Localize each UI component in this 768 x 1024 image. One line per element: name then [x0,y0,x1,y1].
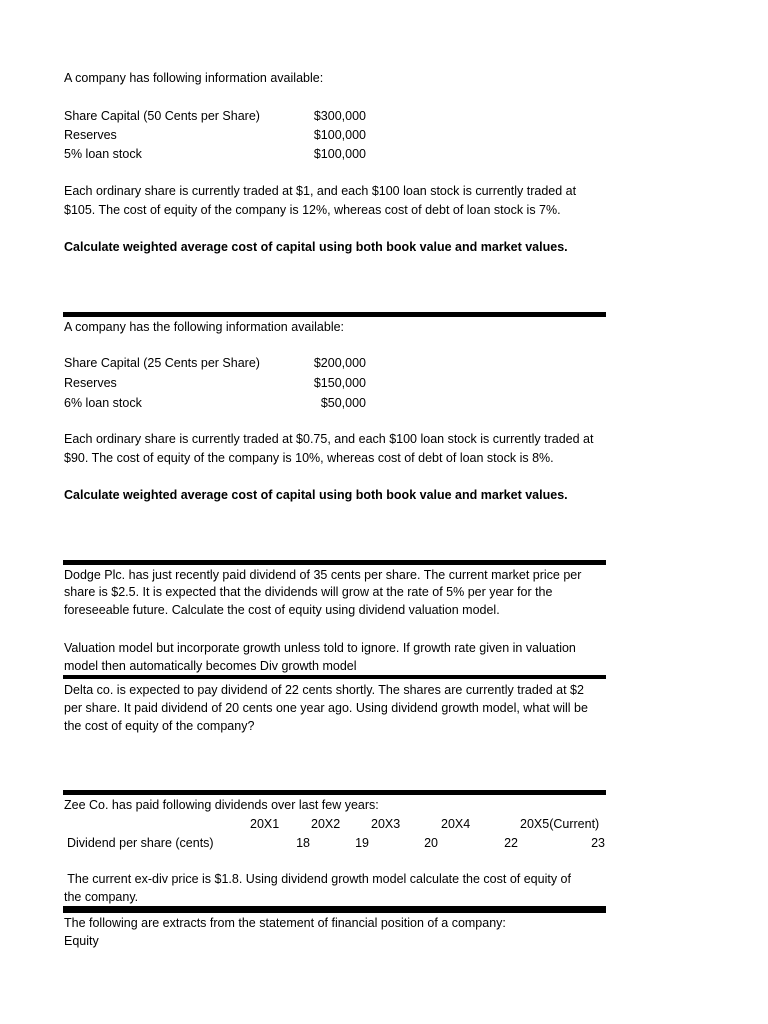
q1-item-label: Reserves [64,128,117,142]
dividend-value: 23 [591,836,605,850]
q3-note-line: Valuation model but incorporate growth unless told to ignore. If growth rate given in valuation [64,641,576,655]
q1-text-line: $105. The cost of equity of the company is 12%, whereas cost of debt of loan stock is 7%. [64,203,561,217]
q4-text-line: Delta co. is expected to pay dividend of 22 cents shortly. The shares are currently traded at $2 [64,683,584,697]
q2-text-line: Each ordinary share is currently traded at $0.75, and each $100 loan stock is currently traded at [64,432,594,446]
dividend-value: 18 [296,836,310,850]
q6-text-line: The following are extracts from the statement of financial position of a company: [64,916,506,930]
q2-item-label: 6% loan stock [64,396,142,410]
q1-item-label: Share Capital (50 Cents per Share) [64,109,260,123]
q2-text-line: $90. The cost of equity of the company is 10%, whereas cost of debt of loan stock is 8%. [64,451,554,465]
q3-note-line: model then automatically becomes Div growth model [64,659,357,673]
q4-text-line: per share. It paid dividend of 20 cents one year ago. Using dividend growth model, what will be [64,701,588,715]
q6-section-label: Equity [64,934,99,948]
section-divider [63,790,606,795]
dividend-value: 22 [504,836,518,850]
q2-intro: A company has the following information available: [64,320,345,334]
q3-text-line: foreseeable future. Calculate the cost of equity using dividend valuation model. [64,603,500,617]
year-header: 20X2 [311,817,341,831]
q3-text-line: share is $2.5. It is expected that the dividends will grow at the rate of 5% per year for the [64,585,553,599]
q2-item-amount: $50,000 [320,396,366,410]
section-divider [63,675,606,679]
q1-text-line: Each ordinary share is currently traded at $1, and each $100 loan stock is currently traded at [64,184,577,198]
q1-item-label: 5% loan stock [64,147,142,161]
dividend-row-label: Dividend per share (cents) [67,836,214,850]
q1-item-amount: $100,000 [313,128,366,142]
q2-item-amount: $200,000 [313,356,366,370]
section-divider [63,560,606,565]
q2-item-label: Reserves [64,376,117,390]
q5-intro: Zee Co. has paid following dividends over last few years: [64,798,379,812]
q1-item-amount: $300,000 [313,109,366,123]
q3-text-line: Dodge Plc. has just recently paid dividend of 35 cents per share. The current market price per [64,568,582,582]
q2-task: Calculate weighted average cost of capital using both book value and market values. [64,488,568,502]
section-divider [63,312,606,317]
q5-text-line: the company. [64,890,139,904]
year-header: 20X3 [371,817,401,831]
q2-item-label: Share Capital (25 Cents per Share) [64,356,260,370]
q1-intro: A company has following information available: [64,71,324,85]
q5-text-line: The current ex-div price is $1.8. Using dividend growth model calculate the cost of equity of [64,872,571,886]
dividend-value: 20 [424,836,438,850]
year-header: 20X4 [441,817,471,831]
year-header: 20X5(Current) [520,817,600,831]
q1-task: Calculate weighted average cost of capital using both book value and market values. [64,240,568,254]
dividend-value: 19 [355,836,369,850]
section-divider [63,906,606,913]
q4-text-line: the cost of equity of the company? [64,719,255,733]
q1-item-amount: $100,000 [313,147,366,161]
year-header: 20X1 [250,817,280,831]
q2-item-amount: $150,000 [313,376,366,390]
